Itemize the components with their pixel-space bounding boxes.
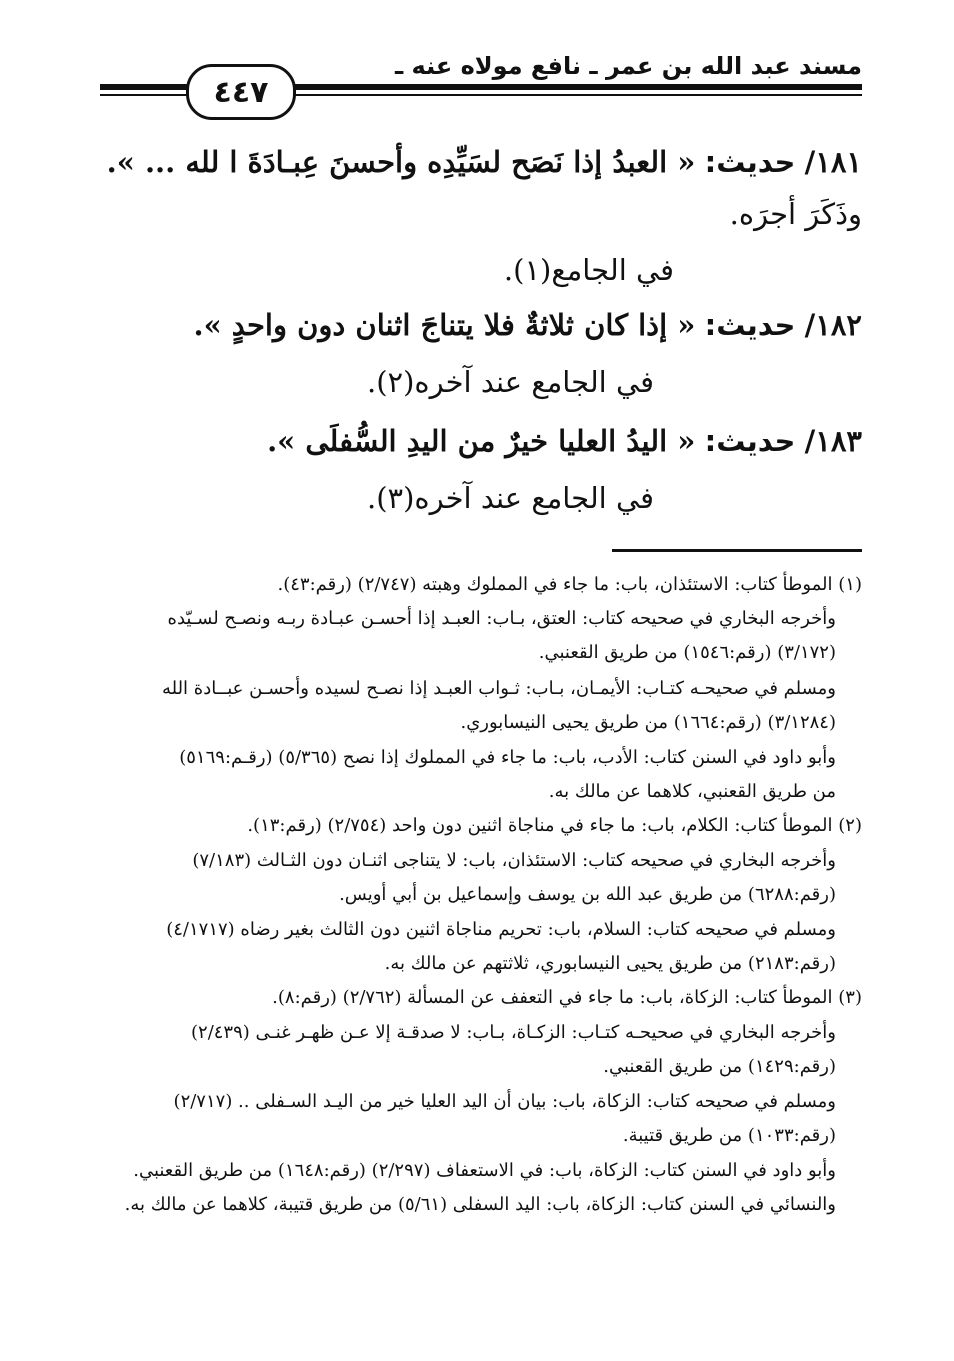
footnote-line: ومسلم في صحيحـه كتـاب: الأيمـان، بـاب: ثـواب العبـد إذا نصـح لسيده وأحسـن عبــادة الله (161, 678, 836, 699)
footnote-line: وأخرجه البخاري في صحيحه كتاب: العتق، بـاب: العبـد إذا أحسـن عبـادة ربـه ونصـح لسـيّده (167, 608, 836, 629)
footnote-line: وأبو داود في السنن كتاب: الأدب، باب: ما جاء في المملوك إذا نصح (٥/٣٦٥) (رقـم:٥١٦٩) (179, 747, 836, 768)
hadith-183-line (267, 421, 862, 461)
running-header-title: مسند عبد الله بن عمر ـ نافع مولاه عنه ـ (394, 52, 862, 80)
footnote-line: وأبو داود في السنن كتاب: الزكاة، باب: في الاستعفاف (٢/٢٩٧) (رقم:١٦٤٨) من طريق القعنبي. (133, 1160, 836, 1181)
hadith-keyword: حديث: (704, 308, 796, 342)
footnote-line: (٣) الموطأ كتاب: الزكاة، باب: ما جاء في التعفف عن المسألة (٢/٧٦٢) (رقم:٨). (272, 987, 862, 1008)
hadith-keyword: حديث: (704, 145, 796, 179)
footnote-separator (612, 549, 862, 552)
hadith-182-source: في الجامع عند آخره(٢). (366, 365, 654, 399)
hadith-181-line (107, 142, 862, 182)
footnote-line: (٢) الموطأ كتاب: الكلام، باب: ما جاء في مناجاة اثنين دون واحد (٢/٧٥٤) (رقم:١٣). (247, 815, 862, 836)
footnote-line: ومسلم في صحيحه كتاب: الزكاة، باب: بيان أن اليد العليا خير من اليـد السـفلى .. (٢/٧١٧) (173, 1091, 836, 1112)
footnote-line: (رقم:٢١٨٣) من طريق يحيى النيسابوري، ثلاثتهم عن مالك به. (384, 953, 836, 974)
footnote-line: (رقم:٦٢٨٨) من طريق عبد الله بن يوسف وإسماعيل بن أبي أويس. (339, 884, 836, 905)
footnote-line: من طريق القعنبي، كلاهما عن مالك به. (548, 781, 836, 802)
hadith-text: « العبدُ إذا نَصَح لسَيِّدِه وأحسنَ عِبـادَةَ ا لله ... ». (106, 145, 696, 179)
hadith-183-source: في الجامع عند آخره(٣). (366, 481, 654, 515)
footnote-line: وأخرجه البخاري في صحيحـه كتـاب: الزكـاة، بـاب: لا صدقـة إلا عـن ظهـر غنـى (٢/٤٣٩) (191, 1022, 836, 1043)
footnote-line: (١) الموطأ كتاب: الاستئذان، باب: ما جاء في المملوك وهبته (٢/٧٤٧) (رقم:٤٣). (277, 574, 862, 595)
footnote-line: (رقم:١٠٣٣) من طريق قتيبة. (622, 1125, 836, 1146)
hadith-number: ١٨٣/ (804, 424, 862, 458)
hadith-text: « اليدُ العليا خيرٌ من اليدِ السُّفلَى ». (267, 424, 696, 458)
footnote-line: (رقم:١٤٢٩) من طريق القعنبي. (603, 1056, 836, 1077)
hadith-181-continuation: وذَكَرَ أجرَه. (729, 197, 862, 231)
hadith-number: ١٨٢/ (804, 308, 862, 342)
hadith-181-source: في الجامع(١). (503, 253, 674, 287)
hadith-182-line (193, 305, 862, 345)
hadith-number: ١٨١/ (804, 145, 862, 179)
footnote-line: وأخرجه البخاري في صحيحه كتاب: الاستئذان، باب: لا يتناجى اثنـان دون الثـالث (٧/١٨٣) (192, 850, 836, 871)
footnote-line: ومسلم في صحيحه كتاب: السلام، باب: تحريم مناجاة اثنين دون الثالث بغير رضاه (٤/١٧١٧) (166, 919, 836, 940)
footnote-line: والنسائي في السنن كتاب: الزكاة، باب: اليد السفلى (٥/٦١) من طريق قتيبة، كلاهما عن مالك به. (124, 1194, 836, 1215)
hadith-text: « إذا كان ثلاثةٌ فلا يتناجَ اثنان دون واحدٍ ». (193, 308, 696, 342)
hadith-keyword: حديث: (704, 424, 796, 458)
footnote-line: (٣/١٢٨٤) (رقم:١٦٦٤) من طريق يحيى النيسابوري. (460, 712, 836, 733)
page-number-badge: ٤٤٧ (186, 64, 296, 120)
footnote-line: (٣/١٧٢) (رقم:١٥٤٦) من طريق القعنبي. (538, 642, 836, 663)
